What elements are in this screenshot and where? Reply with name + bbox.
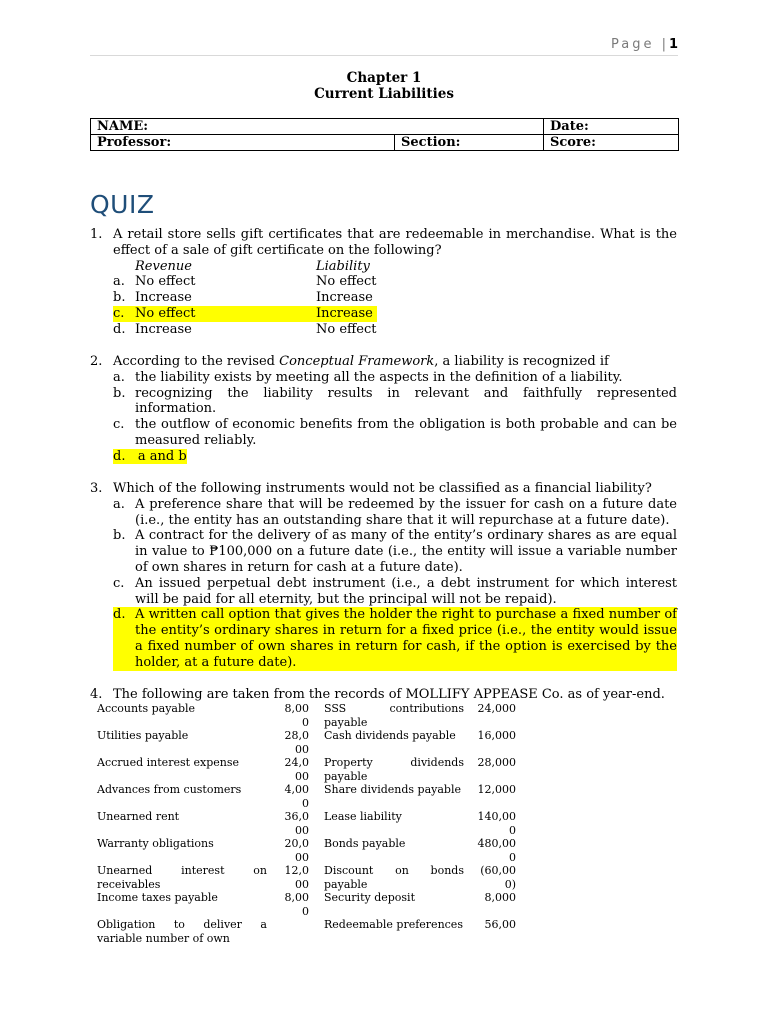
- chapter-title: Chapter 1: [346, 70, 422, 86]
- option-letter: b.: [113, 528, 126, 544]
- account-name: Unearned interest on receivables: [97, 864, 267, 891]
- account-name: Cash dividends payable: [324, 729, 456, 742]
- page-label: Page |: [610, 37, 669, 52]
- liability-header: Liability: [316, 258, 370, 274]
- option-revenue: Increase: [135, 321, 192, 337]
- chapter-subtitle: Current Liabilities: [314, 86, 454, 102]
- account-value: 480,000: [477, 837, 516, 864]
- option-revenue: No effect: [135, 274, 196, 290]
- option-liability: No effect: [316, 321, 377, 337]
- account-name: Property dividends payable: [324, 756, 464, 783]
- option-text: A preference share that will be redeemed by the issuer for cash on a future date (i.e., the entity has an outstanding share that it will repurchase at a future date).: [135, 496, 677, 528]
- account-value: 12,000: [477, 783, 516, 796]
- option-revenue: Increase: [135, 290, 192, 306]
- option-text: the liability exists by meeting all the aspects in the definition of a liability.: [135, 369, 623, 385]
- account-value: 8,000: [284, 891, 309, 918]
- option-letter: d.: [113, 448, 126, 464]
- option-letter: b.: [113, 385, 126, 401]
- question-number: 1.: [90, 227, 103, 242]
- account-name: Income taxes payable: [97, 891, 218, 904]
- question-3: [90, 481, 677, 671]
- option-text: A written call option that gives the holder the right to purchase a fixed number of the entity’s ordinary shares in return for a fixed price (i.e., the entity would issue a fixed number of own shares in return for cash, if the option is exercised by the holder, at a future date).: [135, 607, 677, 670]
- option-letter: d.: [113, 607, 126, 623]
- account-name: Security deposit: [324, 891, 415, 904]
- date-cell: Date:: [544, 119, 679, 135]
- account-name: Obligation to deliver a variable number of own: [97, 918, 267, 945]
- option-text: An issued perpetual debt instrument (i.e., a debt instrument for which interest will be paid for all eternity, but the principal will not be repaid).: [135, 575, 677, 607]
- account-name: Accrued interest expense: [97, 756, 240, 769]
- account-value: 140,000: [477, 810, 516, 837]
- question-stem: [113, 354, 677, 370]
- option-liability: Increase: [316, 305, 373, 321]
- option-text: recognizing the liability results in relevant and faithfully represented information.: [135, 385, 677, 417]
- option-d[interactable]: [113, 449, 677, 465]
- account-value: 56,00: [484, 918, 516, 931]
- name-cell: NAME:: [91, 119, 544, 135]
- account-value: 8,000: [484, 891, 516, 904]
- stem-text: According to the revised: [113, 354, 280, 369]
- student-info-table: [90, 118, 679, 151]
- account-name: Warranty obligations: [97, 837, 214, 850]
- question-stem: A retail store sells gift certificates that are redeemable in merchandise. What is the effect of a sale of gift certificate on the following?: [113, 227, 677, 258]
- option-letter: a.: [113, 369, 125, 385]
- account-value: 24,000: [284, 756, 309, 783]
- option-letter: c.: [113, 417, 125, 433]
- question-number: 3.: [90, 481, 103, 496]
- account-value: 28,000: [284, 729, 309, 756]
- page-number-value: 1: [668, 37, 678, 52]
- account-name: Lease liability: [324, 810, 402, 823]
- account-name: SSS contributions payable: [324, 702, 464, 729]
- question-1: [90, 227, 677, 338]
- account-name: Redeemable preferences: [324, 918, 463, 931]
- option-c[interactable]: [113, 306, 677, 322]
- account-name: Unearned rent: [97, 810, 180, 823]
- question-2: [90, 354, 677, 465]
- option-revenue: No effect: [135, 305, 196, 321]
- option-b[interactable]: [113, 290, 677, 306]
- account-value: 20,000: [284, 837, 309, 864]
- option-b[interactable]: [113, 386, 677, 418]
- option-text: A contract for the delivery of as many of the entity’s ordinary shares as are equal in value to ₱100,000 on a future date (i.e., the entity will issue a variable number of own shares in return for cash at a future date).: [135, 528, 677, 575]
- account-value: 4,000: [284, 783, 309, 810]
- quiz-heading: QUIZ: [90, 190, 155, 219]
- account-value: 16,000: [477, 729, 516, 742]
- account-value: 28,000: [477, 756, 516, 769]
- option-a[interactable]: [113, 497, 677, 529]
- option-letter: d.: [113, 321, 126, 337]
- question-number: 4.: [90, 687, 103, 702]
- option-a[interactable]: [113, 370, 677, 386]
- option-c[interactable]: [113, 417, 677, 449]
- page-number: [611, 37, 678, 52]
- account-value: 36,000: [284, 810, 309, 837]
- option-letter: c.: [113, 575, 125, 591]
- option-a[interactable]: [113, 274, 677, 290]
- account-value: 24,000: [477, 702, 516, 715]
- option-b[interactable]: [113, 528, 677, 575]
- question-4: [90, 687, 677, 703]
- option-d[interactable]: [113, 322, 677, 338]
- account-name: Discount on bonds payable: [324, 864, 464, 891]
- question-stem: Which of the following instruments would not be classified as a financial liability?: [113, 481, 652, 496]
- professor-cell: Professor:: [91, 135, 395, 151]
- option-letter: a.: [113, 274, 125, 290]
- account-name: Advances from customers: [97, 783, 242, 796]
- header-divider: [90, 55, 678, 56]
- account-name: Accounts payable: [97, 702, 196, 715]
- account-name: Bonds payable: [324, 837, 406, 850]
- option-letter: b.: [113, 290, 126, 306]
- account-value: 12,000: [284, 864, 309, 891]
- answer-highlight: [113, 449, 187, 464]
- account-value: 8,000: [284, 702, 309, 729]
- option-c[interactable]: [113, 576, 677, 608]
- option-text: the outflow of economic benefits from the obligation is both probable and can be measured reliably.: [135, 417, 677, 448]
- account-name: Utilities payable: [97, 729, 189, 742]
- account-name: Share dividends payable: [324, 783, 461, 796]
- option-d[interactable]: [113, 607, 677, 670]
- stem-italic: Conceptual Framework: [279, 354, 435, 369]
- stem-text: , a liability is recognized if: [434, 354, 609, 369]
- option-letter: c.: [113, 305, 125, 321]
- score-cell: Score:: [544, 135, 679, 151]
- account-value: (60,000): [480, 864, 516, 891]
- option-liability: Increase: [316, 290, 373, 306]
- option-letter: a.: [113, 496, 125, 512]
- option-text: a and b: [137, 448, 187, 464]
- question-number: 2.: [90, 354, 103, 369]
- column-headers: [113, 259, 677, 275]
- question-stem: The following are taken from the records of MOLLIFY APPEASE Co. as of year-end.: [113, 687, 665, 702]
- section-cell: Section:: [395, 135, 544, 151]
- option-liability: No effect: [316, 274, 377, 290]
- revenue-header: Revenue: [135, 258, 192, 274]
